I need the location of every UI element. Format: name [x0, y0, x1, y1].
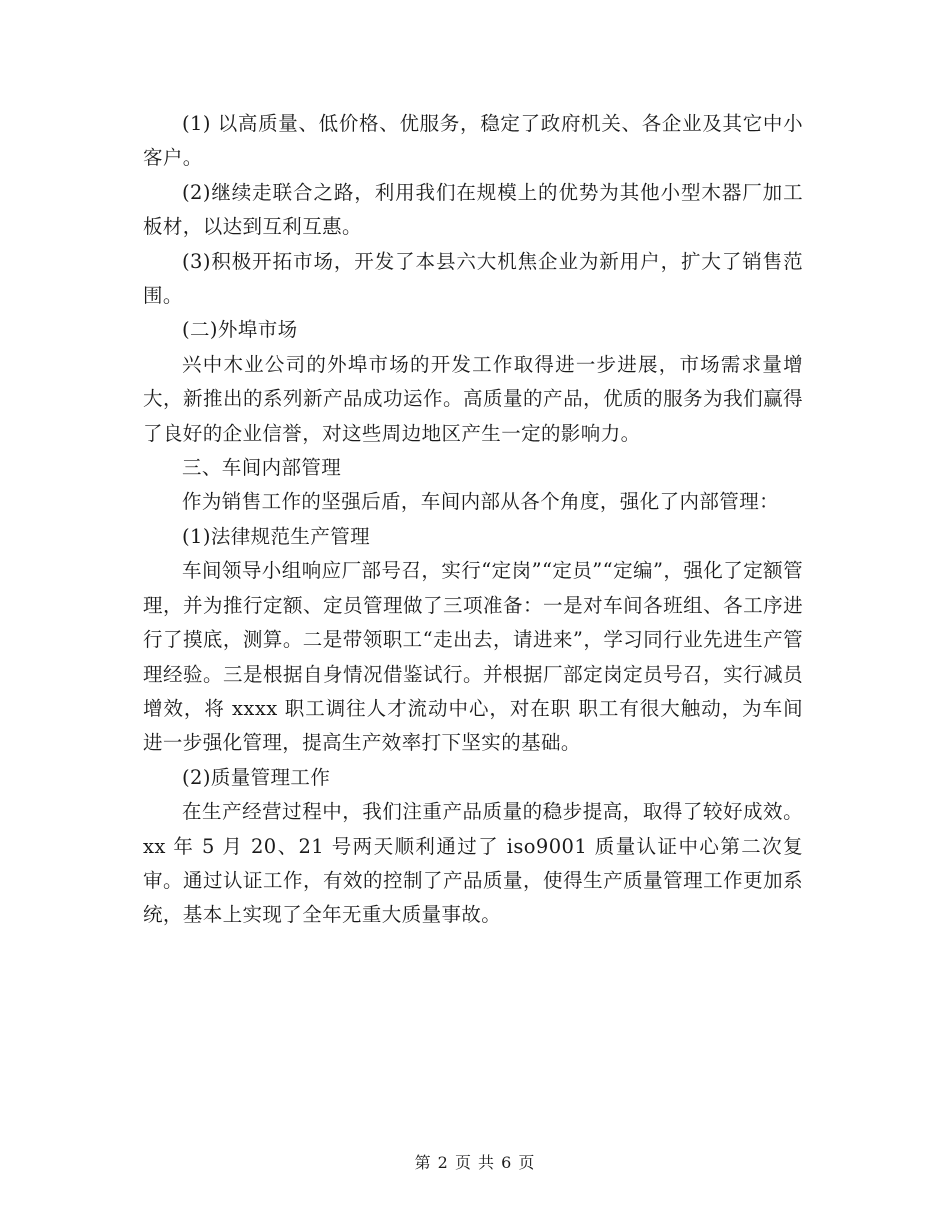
paragraph-item-1: (1) 以高质量、低价格、优服务，稳定了政府机关、各企业及其它中小客户。	[143, 112, 803, 170]
section-heading-external-market: (二)外埠市场	[182, 318, 298, 342]
section-heading-workshop-management: 三、车间内部管理	[182, 456, 342, 480]
paragraph-external-market: 兴中木业公司的外埠市场的开发工作取得进一步进展，市场需求量增大，新推出的系列新产品成功运作。高质量的产品，优质的服务为我们赢得了良好的企业信誉，对这些周边地区产生一定的影响力。	[143, 352, 803, 445]
paragraph-production-management: 车间领导小组响应厂部号召，实行“定岗”“定员”“定编”，强化了定额管理，并为推行定额、定员管理做了三项准备：一是对车间各班组、各工序进行了摸底，测算。二是带领职工“走出去，请进来”，学习同行业先进生产管理经验。三是根据自身情况借鉴试行。并根据厂部定岗定员号召，实行减员增效，将 xxxx 职工调往人才流动中心，对在职 职工有很大触动，为车间进一步强化管理，提高生产效率打下坚实的基础。	[143, 559, 803, 755]
paragraph-workshop-intro: 作为销售工作的坚强后盾，车间内部从各个角度，强化了内部管理：	[182, 490, 780, 514]
paragraph-item-2: (2)继续走联合之路，利用我们在规模上的优势为其他小型木器厂加工板材，以达到互利互惠。	[143, 180, 803, 239]
paragraph-quality-management: 在生产经营过程中，我们注重产品质量的稳步提高，取得了较好成效。xx 年 5 月 20、21 号两天顺利通过了 iso9001 质量认证中心第二次复审。通过认证工作，有效的控制了产品质量，使得生产质量管理工作更加系统，基本上实现了全年无重大质量事故。	[143, 800, 803, 927]
document-body	[143, 107, 803, 933]
subheading-quality-management: (2)质量管理工作	[182, 765, 331, 789]
subheading-production-management: (1)法律规范生产管理	[182, 524, 371, 548]
paragraph-item-3: (3)积极开拓市场，开发了本县六大机焦企业为新用户，扩大了销售范围。	[143, 249, 803, 308]
page-number-footer: 第 2 页 共 6 页	[414, 1153, 536, 1172]
